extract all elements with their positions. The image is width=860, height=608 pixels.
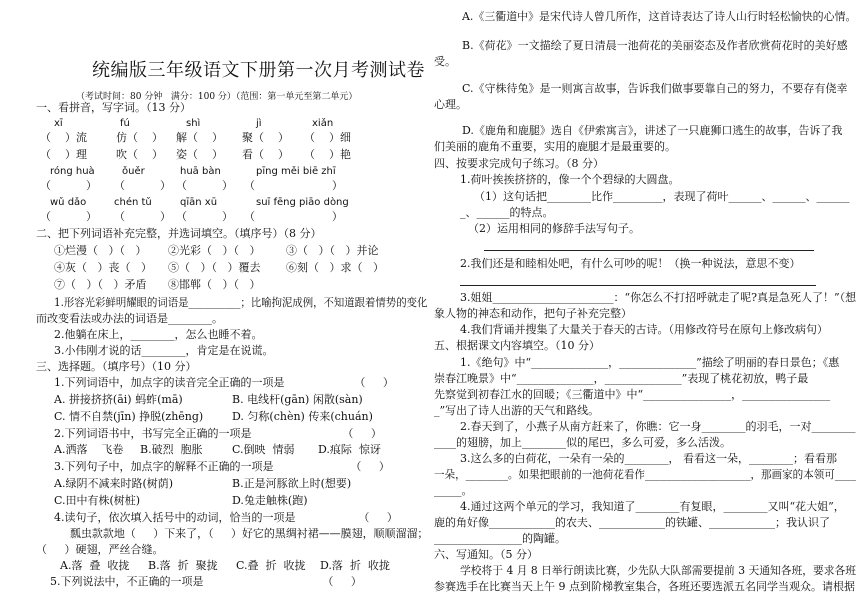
question-text: 3.小伟刚才说的话________，肯定是在说谎。 xyxy=(54,344,274,357)
answer-line xyxy=(484,250,814,251)
question-text: 1.荷叶挨挨挤挤的，像一个个碧绿的大圆盘。 xyxy=(460,173,680,186)
question-text: _”写出了诗人出游的天气和路线。 xyxy=(434,404,600,417)
pinyin: ǒuěr xyxy=(122,166,145,177)
idiom-blank: ④灰（ ）丧（ ） xyxy=(54,261,152,274)
answer-box: （ ） xyxy=(114,210,171,223)
question-text: 4.读句子，依次填入括号中的动词，恰当的一项是 （ ） xyxy=(54,511,398,524)
answer-box: （ ） xyxy=(114,179,171,192)
question-text: 2.他躺在床上，________，怎么也睡不着。 xyxy=(54,328,263,341)
idiom-blank: ⑧邯郸（ ）（ ） xyxy=(168,278,261,291)
question-text: 3.这么多的白荷花，一朵有一朵的________， 看看这一朵，________；看看那 xyxy=(460,452,837,465)
pinyin: suī fēng piāo dòng xyxy=(256,197,349,208)
page-title: 统编版三年级语文下册第一次月考测试卷 xyxy=(92,60,425,81)
idiom-blank: ②光彩（ ）（ ） xyxy=(168,244,261,257)
option-text: C.《守株待兔》是一则寓言故事，告诉我们做事要靠自己的努力，不要存有侥幸 xyxy=(462,82,848,95)
question-text: 4.通过这两个单元的学习，我知道了________有复眼，________又叫“花大姐”， xyxy=(460,500,845,513)
question-text: 2.我们还是和睦相处吧，有什么可吵的呢！（换一种说法，意思不变） xyxy=(460,257,801,270)
option-text: A.洒落 飞卷 xyxy=(54,443,124,456)
option-text: A.绿阴不减来时路(树荫) xyxy=(54,477,174,490)
paragraph-text: 参赛选手在比赛当天上午 9 点到阶梯教室集合，各班还要选派五名同学当观众。请根据 xyxy=(434,580,855,593)
pinyin: wǔ dǎo xyxy=(50,197,87,208)
option-text: D.落 折 收拢 xyxy=(320,559,390,572)
option-text: B.正是河豚欲上时(想要) xyxy=(232,477,352,490)
option-text: B.破烈 胞胀 xyxy=(140,443,203,456)
section-1-heading: 一、看拼音，写字词。（13 分） xyxy=(36,101,191,114)
pinyin: fú xyxy=(120,118,130,129)
pinyin: huā bàn xyxy=(180,166,221,177)
option-text: D.兔走触株(跑) xyxy=(232,494,308,507)
idiom-blank: ⑥刻（ ）求（ ） xyxy=(286,261,384,274)
question-text: （2）运用相同的修辞手法写句子。 xyxy=(468,222,640,235)
option-text: D.痕际 惊讶 xyxy=(318,443,381,456)
question-text: 瓢虫款款地（ ）下来了，（ ）好它的黑绸衬裙——膜翅，顺顺溜溜； xyxy=(70,527,429,540)
word-blank: 仿（ ） xyxy=(116,131,163,144)
pinyin: shì xyxy=(186,118,201,129)
option-text: 心理。 xyxy=(434,98,467,111)
option-text: 受。 xyxy=(434,55,456,68)
answer-box: （ ） xyxy=(244,179,343,192)
pinyin: róng huà xyxy=(50,166,95,177)
option-text: B.《荷花》一文描绘了夏日清晨一池荷花的美丽姿态及作者欣赏荷花时的美好感 xyxy=(462,39,848,52)
idiom-blank: ⑦（ ）（ ）矛盾 xyxy=(54,278,147,291)
word-blank: 姿（ ） xyxy=(176,148,223,161)
question-text: _、______的特点。 xyxy=(460,206,554,219)
option-text: B. 电线杆(gān) 闲散(sàn) xyxy=(232,393,363,406)
question-text: 一朵，________。如果把眼前的一池荷花看作____________________，那画家的本领可____ xyxy=(434,468,856,481)
option-text: A.落 叠 收拢 xyxy=(60,559,130,572)
word-blank: （ ）艳 xyxy=(304,148,351,161)
question-text: 3.下列句子中，加点字的解释不正确的一项是 （ ） xyxy=(54,460,390,473)
section-2-heading: 二、把下列词语补充完整，并选词填空。（填序号）（8 分） xyxy=(36,227,322,240)
question-text: 3.姐姐______________________：“你怎么不打招呼就走了呢?真是急死人了！”（想 xyxy=(460,291,857,304)
question-text: _____。 xyxy=(434,484,473,497)
word-blank: 看（ ） xyxy=(242,148,289,161)
word-blank: （ ）细 xyxy=(304,131,351,144)
section-5-heading: 五、根据课文内容填空。（10 分） xyxy=(434,339,600,352)
option-text: A. 拼接挤挤(āi) 蚂蚱(mā) xyxy=(54,393,183,406)
question-text: 1.《绝句》中“______________，______________”描绘了明丽的春日景色；《惠 xyxy=(460,356,840,369)
option-text: D. 匀称(chèn) 传来(chuán) xyxy=(232,410,373,423)
pinyin: pīng měi biē zhī xyxy=(256,166,336,177)
word-blank: 吹（ ） xyxy=(116,148,163,161)
question-text: 象人物的神态和动作，把句子补充完整） xyxy=(434,307,632,320)
idiom-blank: ⑤（ ）（ ）覆去 xyxy=(168,261,261,274)
answer-box: （ ） xyxy=(176,210,233,223)
option-text: C.叠 折 收拢 xyxy=(236,559,306,572)
word-blank: 聚（ ） xyxy=(242,131,289,144)
question-text: 1.下列词语中，加点字的读音完全正确的一项是 （ ） xyxy=(54,376,394,389)
pinyin: xiǎn xyxy=(312,118,334,129)
word-blank: （ ）理 xyxy=(40,148,87,161)
word-blank: 解（ ） xyxy=(176,131,223,144)
pinyin: xī xyxy=(54,118,63,129)
answer-box: （ ） xyxy=(244,210,343,223)
paragraph-text: 学校将于 4 月 8 日举行朗读比赛，少先队大队部需要提前 3 天通知各班，要求各班 xyxy=(460,564,857,577)
question-text: 2.春天到了，小燕子从南方赶来了，你瞧：它一身________的羽毛，一对________ xyxy=(460,420,856,433)
section-4-heading: 四、按要求完成句子练习。（8 分） xyxy=(434,157,604,170)
question-text: （ ）硬翅，严丝合缝。 xyxy=(36,543,164,556)
option-text: C.田中有株(树桩) xyxy=(54,494,141,507)
question-text: 而改变看法或办法的词语是________。 xyxy=(36,312,223,325)
question-text: ____的翅膀，加上________似的尾巴，多么可爱，多么活泼。 xyxy=(434,436,731,449)
question-text: 5.下列说法中，不正确的一项是 （ ） xyxy=(50,575,362,588)
pinyin: jì xyxy=(256,118,262,129)
answer-line xyxy=(460,285,816,286)
option-text: A.《三衢道中》是宋代诗人曾几所作，这首诗表达了诗人山行时轻松愉快的心情。 xyxy=(462,10,857,23)
right-column xyxy=(432,0,860,608)
option-text: C.倒映 情弱 xyxy=(232,443,295,456)
exam-info: （考试时间：80 分钟 满分：100 分）（范围：第一单元至第二单元） xyxy=(76,92,358,102)
answer-box: （ ） xyxy=(40,179,97,192)
question-text: 鹿的角好像____________的农夫、____________的铁罐、____________；我认识了 xyxy=(434,516,830,529)
section-3-heading: 三、选择题。（填序号）（10 分） xyxy=(36,360,197,373)
question-text: ________________的陶罐。 xyxy=(434,532,566,545)
pinyin: chén tǔ xyxy=(114,197,152,208)
idiom-blank: ③（ ）（ ）并论 xyxy=(286,244,379,257)
word-blank: （ ）流 xyxy=(40,131,87,144)
idiom-blank: ①烂漫（ ）（ ） xyxy=(54,244,147,257)
question-text: 2.下列词语书中，书写完全正确的一项是 （ ） xyxy=(54,427,382,440)
answer-box: （ ） xyxy=(176,179,233,192)
question-text: 4.我们背诵并搜集了大量关于春天的古诗。（用修改符号在原句上修改病句） xyxy=(460,323,828,336)
pinyin: qīān xū xyxy=(180,197,218,208)
question-text: 先察觉到初春江水的回暖；《三衢道中》中“________________，________________ xyxy=(434,388,831,401)
option-text: B.落 折 聚拢 xyxy=(148,559,218,572)
section-6-heading: 六、写通知。（5 分） xyxy=(434,548,538,561)
option-text: D.《鹿角和鹿腿》选自《伊索寓言》，讲述了一只鹿狮口逃生的故事，告诉了我 xyxy=(462,124,843,137)
question-text: 1.形容光彩鲜明耀眼的词语是__________；比喻拘泥成例，不知道跟着情势的变化 xyxy=(54,296,428,309)
option-text: 们美丽的鹿角不重要，实用的鹿腿才是最重要的。 xyxy=(434,140,676,153)
question-text: 崇春江晚景》中“______________，______________”表现了桃花初放，鸭子最 xyxy=(434,372,809,385)
option-text: C. 情不自禁(jīn) 挣脱(zhēng) xyxy=(54,410,204,423)
question-text: （1）这句话把________比作_________，表现了荷叶______、______、______ xyxy=(474,190,850,203)
answer-box: （ ） xyxy=(40,210,97,223)
